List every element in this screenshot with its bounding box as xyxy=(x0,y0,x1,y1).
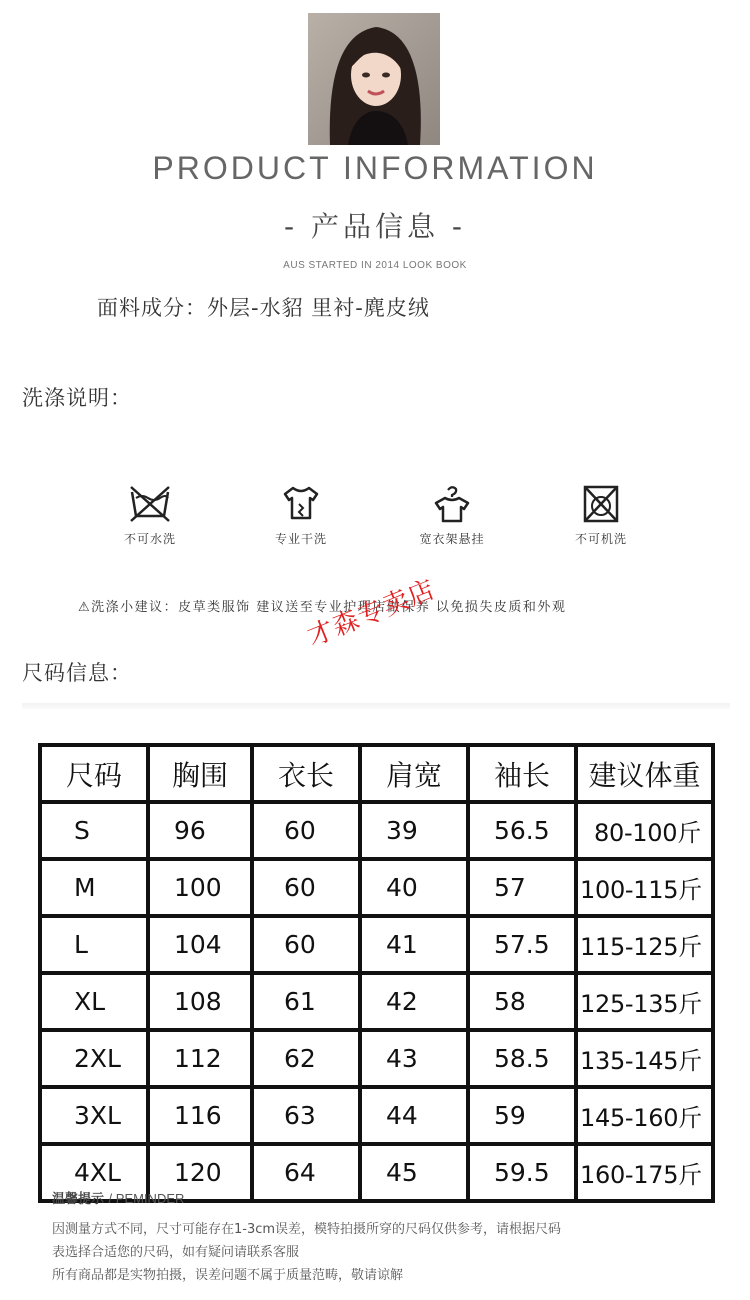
cell-shoulder: 41 xyxy=(360,916,468,973)
cell-sleeve: 58 xyxy=(468,973,576,1030)
cell-sleeve: 56.5 xyxy=(468,802,576,859)
care-label: 不可机洗 xyxy=(574,532,627,546)
table-row xyxy=(40,1087,713,1144)
cell-sleeve: 58.5 xyxy=(468,1030,576,1087)
table-row xyxy=(40,916,713,973)
cell-size: 2XL xyxy=(40,1030,148,1087)
cell-shoulder: 43 xyxy=(360,1030,468,1087)
cell-weight: 125-135斤 xyxy=(576,973,713,1030)
cell-chest: 108 xyxy=(148,973,252,1030)
cell-size: 4XL xyxy=(40,1144,148,1201)
cell-size: 3XL xyxy=(40,1087,148,1144)
cell-shoulder: 39 xyxy=(360,802,468,859)
no-machine-wash-icon xyxy=(579,484,623,524)
cell-sleeve: 59 xyxy=(468,1087,576,1144)
cell-sleeve: 57 xyxy=(468,859,576,916)
cell-chest: 116 xyxy=(148,1087,252,1144)
cell-length: 60 xyxy=(252,859,360,916)
dry-clean-icon xyxy=(279,484,323,524)
reminder-title-en: / PEMINDER xyxy=(108,1191,185,1206)
cell-chest: 100 xyxy=(148,859,252,916)
cell-length: 63 xyxy=(252,1087,360,1144)
reminder-line: 表选择合适您的尺码，如有疑问请联系客服 xyxy=(52,1245,300,1260)
cell-length: 61 xyxy=(252,973,360,1030)
care-hanger xyxy=(392,484,512,547)
cell-length: 64 xyxy=(252,1144,360,1201)
care-no-machine-wash xyxy=(541,484,661,547)
header-weight: 建议体重 xyxy=(576,745,713,802)
header-chest: 胸围 xyxy=(148,745,252,802)
header-size: 尺码 xyxy=(40,745,148,802)
cell-length: 60 xyxy=(252,802,360,859)
cell-length: 60 xyxy=(252,916,360,973)
table-header-row xyxy=(40,745,713,802)
cell-size: XL xyxy=(40,973,148,1030)
table-row xyxy=(40,859,713,916)
cell-weight: 145-160斤 xyxy=(576,1087,713,1144)
washing-section-title: 洗涤说明： xyxy=(22,386,132,410)
care-dry-clean xyxy=(241,484,361,547)
care-no-wash xyxy=(90,484,210,547)
table-row xyxy=(40,1030,713,1087)
cell-chest: 112 xyxy=(148,1030,252,1087)
cell-weight: 160-175斤 xyxy=(576,1144,713,1201)
header-sleeve: 袖长 xyxy=(468,745,576,802)
reminder-title-cn: 温馨提示 xyxy=(52,1192,105,1207)
cell-shoulder: 40 xyxy=(360,859,468,916)
care-label: 宽衣架悬挂 xyxy=(419,532,485,546)
reminder-line: 因测量方式不同，尺寸可能存在1-3cm误差，模特拍摄所穿的尺码仅供参考，请根据尺码 xyxy=(52,1222,562,1237)
care-label: 专业干洗 xyxy=(274,532,327,546)
cell-chest: 120 xyxy=(148,1144,252,1201)
header-shoulder: 肩宽 xyxy=(360,745,468,802)
cell-sleeve: 59.5 xyxy=(468,1144,576,1201)
cell-sleeve: 57.5 xyxy=(468,916,576,973)
cell-size: L xyxy=(40,916,148,973)
page-title-cn: - 产品信息 - xyxy=(283,210,466,243)
cell-shoulder: 45 xyxy=(360,1144,468,1201)
shop-watermark: 才森专卖店 xyxy=(303,574,440,653)
table-row xyxy=(40,802,713,859)
divider xyxy=(22,703,730,709)
page-title-en: PRODUCT INFORMATION xyxy=(152,150,598,186)
cell-size: M xyxy=(40,859,148,916)
size-table xyxy=(38,743,715,1203)
hanger-icon xyxy=(430,484,474,524)
table-row xyxy=(40,973,713,1030)
cell-shoulder: 44 xyxy=(360,1087,468,1144)
cell-weight: 135-145斤 xyxy=(576,1030,713,1087)
care-label: 不可水洗 xyxy=(123,532,176,546)
cell-chest: 104 xyxy=(148,916,252,973)
cell-size: S xyxy=(40,802,148,859)
cell-weight: 100-115斤 xyxy=(576,859,713,916)
cell-weight: 115-125斤 xyxy=(576,916,713,973)
size-section-title: 尺码信息： xyxy=(22,661,132,685)
model-photo xyxy=(308,13,440,145)
page-subtitle: AUS STARTED IN 2014 LOOK BOOK xyxy=(283,260,467,271)
washing-tip: ⚠洗涤小建议：皮草类服饰 建议送至专业护理店做保养 以免损失皮质和外观 xyxy=(78,600,567,615)
cell-length: 62 xyxy=(252,1030,360,1087)
header-length: 衣长 xyxy=(252,745,360,802)
cell-shoulder: 42 xyxy=(360,973,468,1030)
cell-chest: 96 xyxy=(148,802,252,859)
cell-weight: 80-100斤 xyxy=(576,802,713,859)
reminder-line: 所有商品都是实物拍摄，误差问题不属于质量范畴，敬请谅解 xyxy=(52,1268,404,1283)
reminder-title xyxy=(52,1188,184,1207)
no-wash-icon xyxy=(128,484,172,524)
fabric-composition: 面料成分：外层-水貂 里衬-麂皮绒 xyxy=(97,296,430,320)
